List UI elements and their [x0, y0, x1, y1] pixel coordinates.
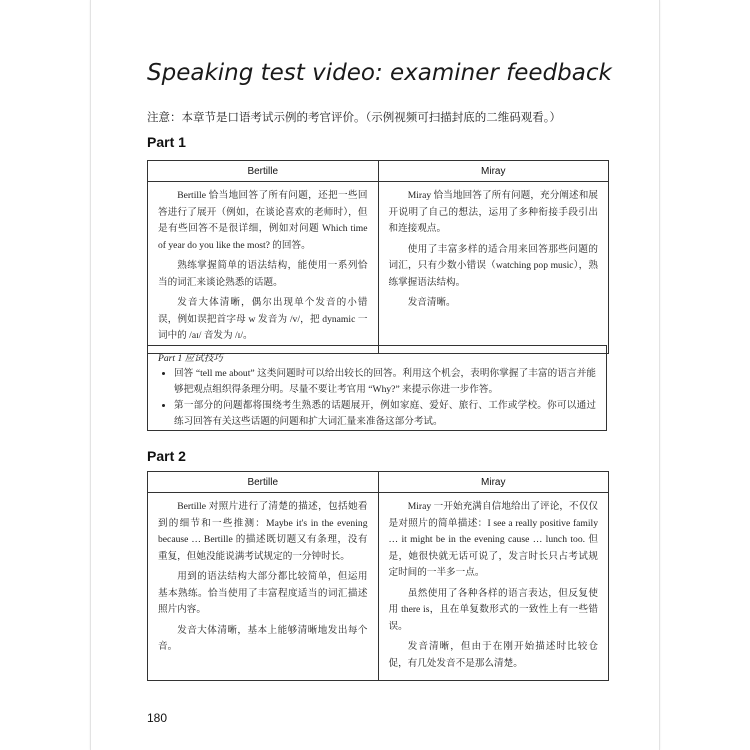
feedback-paragraph: 熟练掌握简单的语法结构，能使用一系列恰当的词汇来谈论熟悉的话题。 — [158, 260, 368, 288]
column-header-miray: Miray — [378, 161, 609, 181]
table-header-row — [148, 161, 608, 182]
feedback-paragraph: Miray 一开始充满自信地给出了评论，不仅仅是对照片的简单描述：I see a really positive family … it might be in the evening cause … lunch too. 但是，她很快就无话可说了，发言时长只占考试规定时间的一半多一点。 — [388, 501, 598, 578]
feedback-paragraph: Bertille 对照片进行了清楚的描述，包括她看到的细节和一些推测：Maybe it's in the evening because … Bertille 的描述既切题又有条理，没有重复，但她没能说满考试规定的一分钟时长。 — [158, 501, 368, 562]
page-number: 180 — [147, 711, 168, 725]
part1-feedback-table — [147, 160, 609, 354]
tip-item: • 回答 “tell me about” 这类问题时可以给出较长的回答。利用这个机会，表明你掌握了丰富的语言并能够把观点组织得条理分明。尽量不要让考官用 “Why?” 来提示你进一步作答。 — [174, 366, 596, 398]
feedback-paragraph: 使用了丰富多样的适合用来回答那些问题的词汇，只有少数小错误（watching pop music），熟练掌握语法结构。 — [388, 243, 598, 288]
miray-feedback-cell — [378, 182, 609, 353]
book-page — [90, 0, 660, 750]
feedback-paragraph: 发音清晰，但由于在刚开始描述时比较仓促，有几处发音不是那么清楚。 — [388, 641, 598, 669]
feedback-paragraph: 用到的语法结构大部分都比较简单，但运用基本熟练。恰当使用了丰富程度适当的词汇描述照片内容。 — [158, 571, 368, 615]
tips-list — [158, 366, 596, 430]
bertille-feedback-cell — [148, 493, 378, 680]
column-header-bertille: Bertille — [247, 476, 279, 488]
feedback-paragraph: Miray 恰当地回答了所有问题，充分阐述和展开说明了自己的想法，运用了多种衔接手段引出和连接观点。 — [388, 190, 598, 234]
tips-title: Part 1 应试技巧 — [158, 353, 224, 364]
table-body-row — [148, 493, 608, 680]
table-body-row — [148, 182, 608, 353]
feedback-paragraph: 虽然使用了各种各样的语言表达，但反复使用 there is，且在单复数形式的一致性上有一些错误。 — [388, 587, 598, 632]
column-header-bertille: Bertille — [247, 165, 279, 177]
feedback-paragraph: 发音大体清晰，基本上能够清晰地发出每个音。 — [158, 624, 368, 652]
tip-item: • 第一部分的问题都将围绕考生熟悉的话题展开，例如家庭、爱好、旅行、工作或学校。你可以通过练习回答有关这些话题的问题和扩大词汇量来准备这部分考试。 — [174, 398, 596, 430]
page-title: Speaking test video: examiner feedback — [147, 60, 612, 86]
feedback-paragraph: 发音清晰。 — [407, 297, 456, 308]
part2-heading: Part 2 — [147, 448, 186, 464]
column-header-miray: Miray — [378, 472, 609, 492]
part1-tips-box — [147, 345, 607, 431]
feedback-paragraph: 发音大体清晰，偶尔出现单个发音的小错误，例如误把首字母 w 发音为 /v/，把 dynamic 一词中的 /aɪ/ 音发为 /ɪ/。 — [158, 297, 368, 341]
part1-heading: Part 1 — [147, 134, 186, 150]
miray-feedback-cell — [378, 493, 609, 680]
chapter-note: 注意：本章节是口语考试示例的考官评价。（示例视频可扫描封底的二维码观看。） — [147, 110, 561, 124]
part2-feedback-table — [147, 471, 609, 681]
bertille-feedback-cell — [148, 182, 378, 353]
table-header-row — [148, 472, 608, 493]
feedback-paragraph: Bertille 恰当地回答了所有问题，还把一些回答进行了展开（例如，在谈论喜欢的老师时），但是有些回答不是很详细，例如对问题 Which time of year do you like the most? 的回答。 — [158, 190, 368, 251]
